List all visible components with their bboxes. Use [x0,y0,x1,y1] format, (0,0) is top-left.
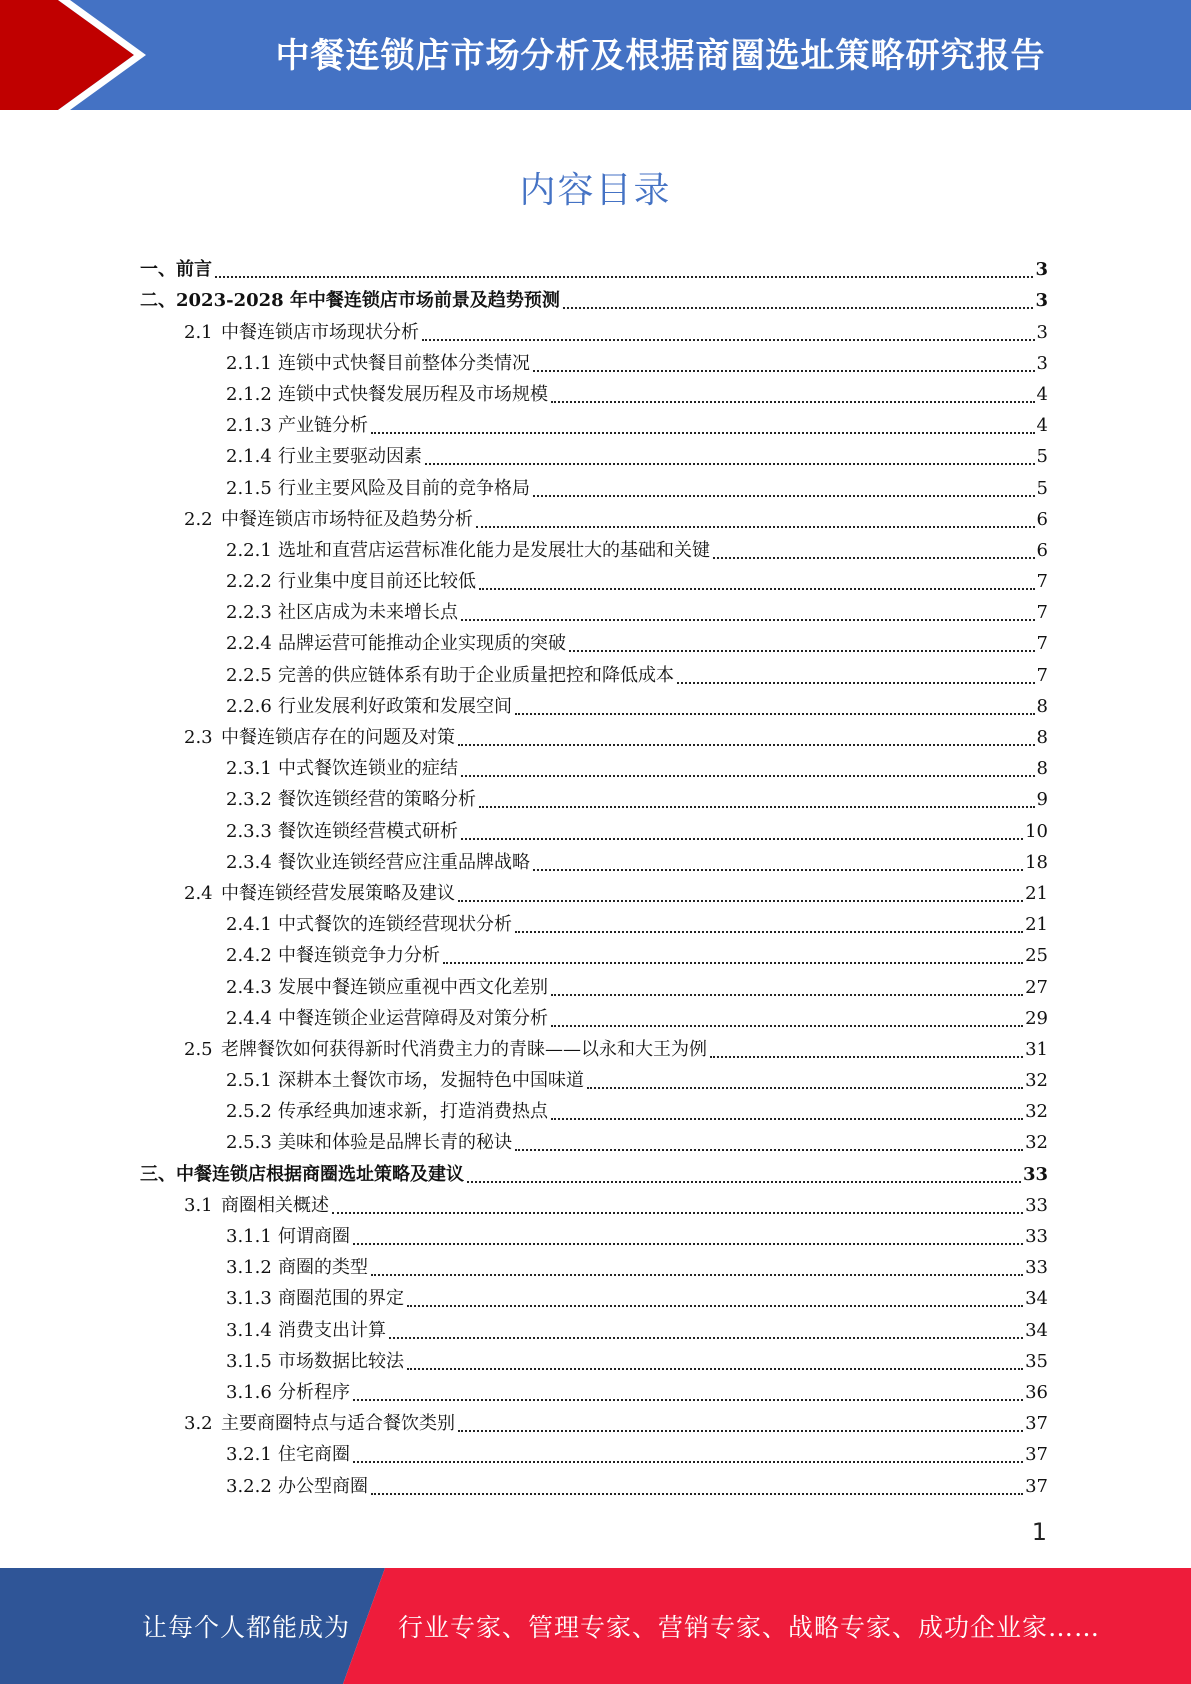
toc-entry-title: 商圈范围的界定 [278,1288,404,1310]
toc-dot-leader [713,557,1035,559]
toc-dot-leader [551,401,1035,403]
toc-dot-leader [479,806,1035,808]
toc-entry-page: 37 [1025,1413,1048,1435]
toc-entry-page: 6 [1036,539,1048,561]
toc-entry-number: 3.1.4 [226,1319,272,1341]
toc-entry-number: 2.3.2 [226,789,272,811]
toc-entry[interactable] [140,1096,1048,1127]
toc-entry-title: 住宅商圈 [278,1444,350,1466]
toc-entry[interactable] [140,878,1048,909]
toc-entry-number: 2.3.3 [226,820,272,842]
toc-entry-page: 7 [1036,664,1048,686]
toc-entry-page: 3 [1036,352,1048,374]
toc-entry-page: 32 [1025,1132,1048,1154]
toc-dot-leader [332,1212,1023,1214]
toc-entry-title: 传承经典加速求新，打造消费热点 [278,1101,548,1123]
toc-entry[interactable] [140,254,1048,285]
toc-dot-leader [569,650,1035,652]
toc-entry-page: 9 [1036,789,1048,811]
toc-dot-leader [587,1087,1023,1089]
toc-entry[interactable] [140,659,1048,690]
toc-entry-page: 33 [1025,1257,1048,1279]
toc-dot-leader [458,1430,1023,1432]
toc-entry-page: 21 [1025,914,1048,936]
toc-entry-title: 中餐连锁店市场现状分析 [221,321,419,343]
toc-dot-leader [443,962,1023,964]
toc-entry-number: 2.1 [184,321,213,343]
toc-dot-leader [422,339,1035,341]
toc-entry[interactable] [140,1252,1048,1283]
toc-dot-leader [371,1274,1023,1276]
toc-entry-number: 2.2.6 [226,695,272,717]
toc-entry-number: 2.4 [184,882,213,904]
toc-entry-page: 8 [1036,727,1048,748]
header-banner [0,0,1191,110]
toc-dot-leader [467,1181,1021,1183]
toc-entry[interactable] [140,971,1048,1002]
toc-entry-title: 主要商圈特点与适合餐饮类别 [221,1413,455,1435]
toc-dot-leader [515,713,1035,715]
toc-entry-title: 连锁中式快餐发展历程及市场规模 [278,383,548,405]
toc-entry-page: 25 [1025,945,1048,967]
toc-dot-leader [677,682,1035,684]
toc-dot-leader [476,526,1035,528]
toc-entry[interactable] [140,1346,1048,1377]
toc-entry-title: 中餐连锁店存在的问题及对策 [221,727,455,748]
toc-entry-number: 2.2 [184,508,213,530]
toc-entry-page: 4 [1036,415,1048,437]
toc-entry[interactable] [140,441,1048,472]
toc-entry-title: 分析程序 [278,1381,350,1403]
toc-entry[interactable] [140,940,1048,971]
toc-entry-title: 品牌运营可能推动企业实现质的突破 [278,633,566,655]
toc-dot-leader [533,869,1023,871]
toc-dot-leader [551,1025,1023,1027]
toc-entry[interactable] [140,1408,1048,1439]
toc-entry-page: 37 [1025,1475,1048,1497]
toc-dot-leader [458,744,1035,746]
toc-entry[interactable] [140,1003,1048,1034]
toc-entry-number: 2.2.5 [226,664,272,686]
toc-entry[interactable] [140,1221,1048,1252]
toc-dot-leader [425,463,1035,465]
toc-entry-title: 办公型商圈 [278,1475,368,1497]
toc-entry-page: 7 [1036,571,1048,593]
toc-entry-title: 一、前言 [140,259,212,281]
toc-entry-number: 2.5.1 [226,1070,272,1092]
toc-entry-number: 3.1.1 [226,1226,272,1247]
toc-dot-leader [515,931,1023,933]
toc-entry-page: 7 [1036,602,1048,624]
toc-entry-title: 消费支出计算 [278,1319,386,1341]
toc-entry-title: 美味和体验是品牌长青的秘诀 [278,1132,512,1154]
toc-entry-number: 2.5.3 [226,1132,272,1154]
toc-entry[interactable] [140,1439,1048,1470]
toc-entry-number: 2.2.4 [226,633,272,655]
toc-dot-leader [533,370,1035,372]
toc-entry[interactable] [140,379,1048,410]
toc-entry[interactable] [140,1190,1048,1221]
toc-entry[interactable] [140,847,1048,878]
toc-entry-number: 2.4.3 [226,976,272,998]
toc-entry[interactable] [140,784,1048,815]
toc-entry[interactable] [140,1470,1048,1501]
toc-entry-number: 2.4.2 [226,945,272,967]
toc-dot-leader [215,276,1033,278]
toc-entry[interactable] [140,753,1048,784]
toc-entry[interactable] [140,566,1048,597]
toc-entry-number: 3.1.6 [226,1381,272,1403]
toc-entry-title: 餐饮业连锁经营应注重品牌战略 [278,851,530,873]
toc-entry-page: 27 [1025,976,1048,998]
toc-entry-title: 深耕本土餐饮市场，发掘特色中国味道 [278,1070,584,1092]
toc-entry[interactable] [140,504,1048,535]
toc-entry[interactable] [140,909,1048,940]
toc-entry[interactable] [140,1127,1048,1158]
toc-dot-leader [479,588,1035,590]
toc-entry-page: 7 [1036,633,1048,655]
toc-dot-leader [461,775,1035,777]
toc-entry-page: 6 [1036,508,1048,530]
toc-entry-page: 37 [1025,1444,1048,1466]
toc-entry-page: 33 [1025,1226,1048,1247]
toc-entry-page: 34 [1025,1319,1048,1341]
toc-entry[interactable] [140,410,1048,441]
toc-entry-page: 8 [1036,758,1048,780]
toc-dot-leader [371,1493,1023,1495]
toc-entry[interactable] [140,1034,1048,1065]
toc-entry-number: 2.2.1 [226,539,272,561]
toc-entry-title: 商圈的类型 [278,1257,368,1279]
toc-entry[interactable] [140,1377,1048,1408]
toc-dot-leader [353,1243,1023,1245]
toc-entry-number: 3.1.5 [226,1350,272,1372]
toc-entry-page: 10 [1025,820,1048,842]
toc-entry-title: 行业主要驱动因素 [278,446,422,468]
toc-dot-leader [710,1056,1023,1058]
toc-entry-title: 商圈相关概述 [221,1194,329,1216]
toc-entry[interactable] [140,472,1048,503]
toc-entry-page: 21 [1025,882,1048,904]
toc-entry-number: 3.2.1 [226,1444,272,1466]
chevron-arrow-decoration [0,0,160,110]
toc-entry-title: 发展中餐连锁应重视中西文化差别 [278,976,548,998]
toc-entry-number: 2.4.4 [226,1007,272,1029]
toc-entry-title: 餐饮连锁经营的策略分析 [278,789,476,811]
toc-entry-number: 2.1.1 [226,352,272,374]
toc-entry[interactable] [140,1065,1048,1096]
toc-entry[interactable] [140,535,1048,566]
toc-dot-leader [389,1337,1023,1339]
toc-entry-number: 2.2.3 [226,602,272,624]
toc-entry-title: 完善的供应链体系有助于企业质量把控和降低成本 [278,664,674,686]
table-of-contents [140,254,1048,1502]
toc-entry-number: 2.3.4 [226,851,272,873]
toc-entry-title: 何谓商圈 [278,1226,350,1247]
toc-entry-page: 29 [1025,1007,1048,1029]
toc-entry[interactable] [140,316,1048,347]
toc-entry-number: 3.1 [184,1194,213,1216]
toc-entry-page: 36 [1025,1381,1048,1403]
toc-dot-leader [533,495,1035,497]
toc-dot-leader [371,432,1035,434]
toc-dot-leader [515,1149,1023,1151]
report-title: 中餐连锁店市场分析及根据商圈选址策略研究报告 [275,35,1046,76]
toc-entry-page: 33 [1025,1194,1048,1216]
toc-entry-title: 产业链分析 [278,415,368,437]
toc-entry-title: 中式餐饮的连锁经营现状分析 [278,914,512,936]
toc-entry-page: 5 [1036,477,1048,499]
toc-dot-leader [407,1368,1023,1370]
toc-entry-title: 三、中餐连锁店根据商圈选址策略及建议 [140,1163,464,1185]
toc-dot-leader [461,838,1023,840]
toc-entry-title: 行业发展利好政策和发展空间 [278,695,512,717]
toc-entry[interactable] [140,1158,1048,1189]
toc-entry-title: 餐饮连锁经营模式研析 [278,820,458,842]
toc-dot-leader [551,994,1023,996]
toc-heading: 内容目录 [519,170,672,211]
toc-entry-title: 行业集中度目前还比较低 [278,571,476,593]
toc-entry-number: 2.5.2 [226,1101,272,1123]
toc-entry-page: 32 [1025,1070,1048,1092]
toc-entry-page: 5 [1036,446,1048,468]
toc-entry-page: 35 [1025,1350,1048,1372]
toc-entry[interactable] [140,597,1048,628]
toc-entry-title: 老牌餐饮如何获得新时代消费主力的青睐——以永和大王为例 [221,1038,707,1060]
toc-entry[interactable] [140,722,1048,753]
toc-entry-title: 中餐连锁经营发展策略及建议 [221,882,455,904]
toc-entry-number: 3.2.2 [226,1475,272,1497]
toc-entry-title: 行业主要风险及目前的竞争格局 [278,477,530,499]
toc-entry-page: 3 [1035,259,1048,281]
toc-entry-number: 2.2.2 [226,571,272,593]
footer-banner [0,1568,1191,1684]
toc-entry-title: 社区店成为未来增长点 [278,602,458,624]
toc-entry-page: 34 [1025,1288,1048,1310]
footer-slogan-left: 让每个人都能成为 [142,1613,351,1642]
toc-entry-title: 中餐连锁店市场特征及趋势分析 [221,508,473,530]
toc-dot-leader [551,1118,1023,1120]
toc-entry[interactable] [140,815,1048,846]
toc-entry-number: 3.2 [184,1413,213,1435]
toc-entry-page: 32 [1025,1101,1048,1123]
toc-entry-number: 2.5 [184,1038,213,1060]
toc-entry-number: 2.1.2 [226,383,272,405]
toc-entry-title: 中式餐饮连锁业的症结 [278,758,458,780]
toc-dot-leader [458,900,1023,902]
toc-entry-page: 4 [1036,383,1048,405]
toc-entry-title: 二、2023-2028 年中餐连锁店市场前景及趋势预测 [140,290,560,312]
toc-entry[interactable] [140,691,1048,722]
toc-dot-leader [461,619,1035,621]
toc-entry-title: 中餐连锁企业运营障碍及对策分析 [278,1007,548,1029]
toc-dot-leader [407,1305,1023,1307]
toc-entry-number: 2.3.1 [226,758,272,780]
toc-entry-title: 连锁中式快餐目前整体分类情况 [278,352,530,374]
toc-entry-page: 8 [1036,695,1048,717]
toc-entry[interactable] [140,348,1048,379]
toc-entry-number: 2.1.3 [226,415,272,437]
toc-entry-page: 3 [1035,290,1048,312]
toc-dot-leader [563,307,1034,309]
footer-slogan-right: 行业专家、管理专家、营销专家、战略专家、成功企业家…… [398,1613,1101,1642]
toc-entry[interactable] [140,285,1048,316]
toc-entry-page: 3 [1036,321,1048,343]
toc-entry-title: 中餐连锁竞争力分析 [278,945,440,967]
toc-entry-title: 市场数据比较法 [278,1350,404,1372]
toc-entry-number: 2.1.4 [226,446,272,468]
toc-entry[interactable] [140,628,1048,659]
toc-entry-page: 18 [1025,851,1048,873]
toc-entry-number: 2.4.1 [226,914,272,936]
toc-dot-leader [353,1399,1023,1401]
page-number: 1 [1031,1518,1047,1546]
toc-entry-number: 2.3 [184,727,213,748]
toc-entry-number: 2.1.5 [226,477,272,499]
toc-entry[interactable] [140,1283,1048,1314]
toc-entry-number: 3.1.2 [226,1257,272,1279]
toc-dot-leader [353,1461,1023,1463]
toc-entry-number: 3.1.3 [226,1288,272,1310]
toc-entry[interactable] [140,1314,1048,1345]
toc-entry-title: 选址和直营店运营标准化能力是发展壮大的基础和关键 [278,539,710,561]
toc-entry-page: 31 [1025,1038,1048,1060]
toc-entry-page: 33 [1022,1163,1048,1185]
